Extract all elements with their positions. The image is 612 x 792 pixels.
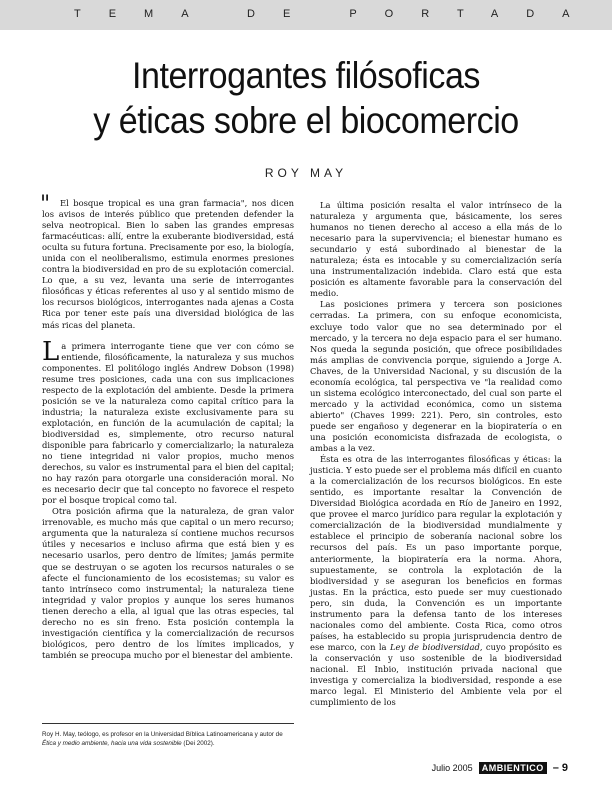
paragraph-text: , cuyo propósito es la conservación y uso sostenible de la biodiversidad nacional. El Inbio, institución privada nacional que investiga y comercializa la biodiversidad, responde a ese marco legal. El Ministerio del Ambiente vela por el cumplimiento de los bbox=[310, 641, 562, 708]
lead-text: El bosque tropical es una gran farmacia", nos dicen los avisos de interés público que pretenden defender la selva neotropical. Bien lo saben las grandes empresas farmacéuticas: allí, entre la exuberante biodiversidad, está oculta su futura fortuna. Precisamente por eso, la biología, unida con el neoliberalismo, estimula enormes presiones contra la biodiversidad en pro de su explotación comercial. Lo que, a su vez, levanta una serie de interrogantes filosóficas y éticas referentes al uso y al sentido mismo de los recursos biológicos, interrogantes nada ajenas a Costa Rica por tener este país una diversidad biológica de las más ricas del planeta. bbox=[42, 198, 294, 330]
section-label: TEMA DE PORTADA bbox=[74, 8, 598, 20]
body-paragraph bbox=[310, 454, 562, 708]
paragraph-text: Ésta es otra de las interrogantes filosóficas y éticas: la justicia. Y esto puede ser el problema más difícil en cuanto a la comercialización de los recursos biológicos. En este sentido, es importante resaltar la Convención de Diversidad Biológica acordada en Río de Janeiro en 1992, que provee el marco jurídico para regular la explotación y comercialización de la biodiversidad mundialmente y establece el principio de soberanía nacional sobre los recursos del país. Es un paso importante porque, anteriormente, la biopiratería era la norma. Ahora, supuestamente, se controla la explotación de la biodiversidad y se aseguran los beneficios en formas justas. En la práctica, esto puede ser muy cuestionado pero, sin duda, la Convención es un importante instrumento para la defensa tanto de los intereses nacionales como del ambiente. Costa Rica, como otros países, ha establecido su propia jurisprudencia dentro de ese marco, con la bbox=[310, 454, 562, 652]
footnote-text: Roy H. May, teólogo, es profesor en la Universidad Bíblica Latinoamericana y autor de bbox=[42, 731, 283, 738]
left-column bbox=[40, 192, 294, 661]
body-paragraph: Las posiciones primera y tercera son posiciones cerradas. La primera, con su enfoque economicista, excluye todo valor que no sea determinado por el mercado, y la tercera no deja espacio para el ser humano. Nos queda la segunda posición, que ofrece posibilidades más amplias de convivencia porque, siguiendo a Jorge A. Chaves, de la Universidad Nacional, y su discusión de la economía ecológica, tal perspectiva ve "la realidad como un sistema ecológico interconectado, del cual son parte el mercado y la actividad económica, como un sistema abierto" (Chaves 1999: 221). Pero, sin controles, esto puede ser engañoso y degenerar en la biopiratería o en una posición economicista disfrazada de ecologista, o ambas a la vez. bbox=[310, 299, 562, 454]
page-number: – 9 bbox=[552, 762, 568, 774]
article-title-line-1: Interrogantes filósoficas bbox=[131, 55, 480, 96]
magazine-logo: AMBIENTICO bbox=[479, 762, 547, 774]
body-paragraph: Otra posición afirma que la naturaleza, de gran valor irrenovable, es mucho más que capital o un mero recurso; argumenta que la naturaleza sí contiene muchos recursos útiles y necesarios e incluso afirma que está bien y es necesario usarlos, pero dentro de límites; jamás permite que se destruyan o se agoten los recursos naturales o se afecte el funcionamiento de los ecosistemas; su valor es tanto intrínseco como instrumental; la naturaleza tiene integridad y valor propios y aunque los seres humanos tienen derecho a ella, al igual que las otras especies, tal derecho no es sin freno. Esta posición contempla la investigación científica y la comercialización de recursos biológicos, pero dentro de los límites implicados, y también se preocupa mucho por el bienestar del ambiente. bbox=[42, 506, 294, 660]
issue-date: Julio 2005 bbox=[431, 763, 473, 773]
page-footer bbox=[432, 762, 568, 774]
paragraph-text: a primera interrogante tiene que ver con cómo se entiende, filosóficamente, la naturaleza y sus muchos componentes. El politólogo inglés Andrew Dobson (1998) resume tres posiciones, cada una con sus implicaciones respecto de la explotación del ambiente. Desde la primera posición se ve la naturaleza como capital crítico para la industria; la naturaleza existe exclusivamente para su explotación, en función de la acumulación de capital; la biodiversidad es, simplemente, otro recurso natural disponible para fabricarlo y comercializarlo; la naturaleza no tiene integridad ni valor propios, mucho menos derechos, su valor es instrumental para el bien del capital; no hay razón para otorgarle una consideración moral. No es necesario decir que tal concepto no favorece el respeto por el bosque tropical como tal. bbox=[42, 340, 294, 506]
body-paragraph bbox=[42, 336, 294, 507]
article-author: ROY MAY bbox=[264, 166, 348, 180]
drop-cap: L bbox=[42, 336, 60, 367]
right-column bbox=[310, 200, 562, 708]
author-footnote bbox=[42, 723, 294, 748]
law-title: Ley de biodiversidad bbox=[389, 641, 480, 652]
lead-quote-mark: " bbox=[40, 192, 51, 217]
book-title: Ética y medio ambiente, hacia una vida sostenible bbox=[42, 740, 182, 747]
body-paragraph: La última posición resalta el valor intrínseco de la naturaleza y argumenta que, básicamente, los seres humanos no tienen derecho al acceso a ella más de lo necesario para la supervivencia; el bienestar humano es secundario y está subordinado al bienestar de la naturaleza; ésta es intocable y su comercialización sería una instrumentalización indebida. Claro está que esta posición es altamente favorable para la conservación del medio. bbox=[310, 200, 562, 299]
footnote-text: (Dei 2002). bbox=[181, 740, 215, 747]
article-title-line-2: y éticas sobre el biocomercio bbox=[93, 100, 519, 141]
lead-paragraph bbox=[40, 192, 294, 331]
